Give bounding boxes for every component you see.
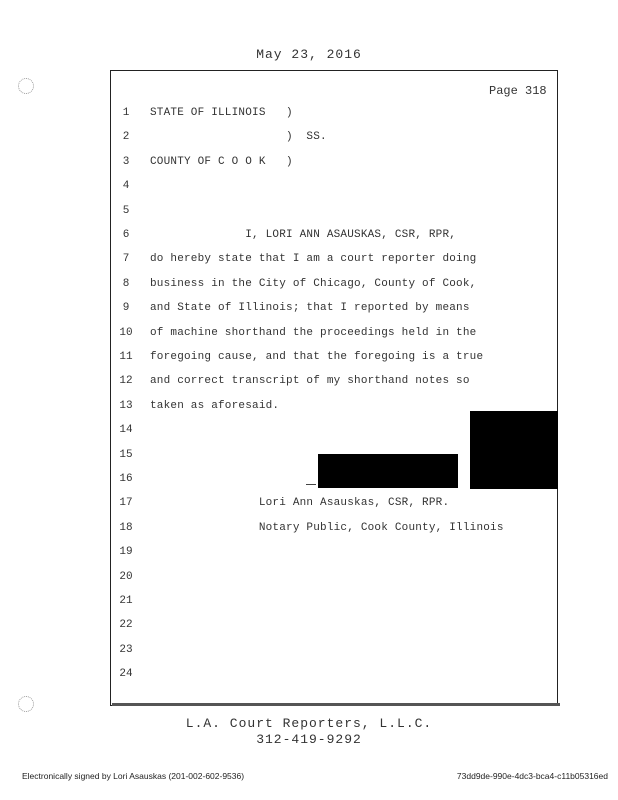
line-number: 10 bbox=[119, 327, 133, 339]
line-text: Lori Ann Asauskas, CSR, RPR. bbox=[150, 497, 450, 509]
line-text: business in the City of Chicago, County of Cook, bbox=[150, 278, 477, 290]
line-text: and State of Illinois; that I reported by means bbox=[150, 302, 470, 314]
line-text: STATE OF ILLINOIS ) bbox=[150, 107, 293, 119]
document-id: 73dd9de-990e-4dc3-bca4-c11b05316ed bbox=[456, 771, 608, 781]
line-number: 23 bbox=[119, 644, 133, 656]
frame-shadow bbox=[112, 703, 560, 706]
line-text: I, LORI ANN ASAUSKAS, CSR, RPR, bbox=[150, 229, 457, 241]
line-number: 19 bbox=[119, 546, 133, 558]
line-text: and correct transcript of my shorthand notes so bbox=[150, 375, 470, 387]
line-number: 17 bbox=[119, 497, 133, 509]
line-number: 9 bbox=[122, 302, 130, 314]
line-number: 15 bbox=[119, 449, 133, 461]
line-number: 4 bbox=[122, 180, 130, 192]
line-number: 16 bbox=[119, 473, 133, 485]
page-number: Page 318 bbox=[489, 84, 547, 98]
line-number: 20 bbox=[119, 571, 133, 583]
punch-hole-bottom bbox=[18, 696, 34, 712]
footer-company: L.A. Court Reporters, L.L.C. bbox=[185, 716, 433, 731]
line-text: COUNTY OF C O O K ) bbox=[150, 156, 293, 168]
line-number: 5 bbox=[122, 205, 130, 217]
footer-phone: 312-419-9292 bbox=[256, 732, 362, 747]
line-number: 11 bbox=[119, 351, 133, 363]
line-text: Notary Public, Cook County, Illinois bbox=[150, 522, 504, 534]
redaction-seal bbox=[470, 411, 558, 489]
line-number: 22 bbox=[119, 619, 133, 631]
line-number: 3 bbox=[122, 156, 130, 168]
line-number: 24 bbox=[119, 668, 133, 680]
line-number: 13 bbox=[119, 400, 133, 412]
esign-note: Electronically signed by Lori Asauskas (201-002-602-9536) bbox=[22, 771, 245, 781]
line-number: 8 bbox=[122, 278, 130, 290]
line-number: 12 bbox=[119, 375, 133, 387]
signature-line-mark bbox=[306, 484, 316, 485]
line-number: 7 bbox=[122, 253, 130, 265]
line-text: of machine shorthand the proceedings held in the bbox=[150, 327, 477, 339]
line-number: 1 bbox=[122, 107, 130, 119]
redaction-signature bbox=[318, 454, 458, 488]
line-number: 14 bbox=[119, 424, 133, 436]
line-text: foregoing cause, and that the foregoing is a true bbox=[150, 351, 484, 363]
line-number: 6 bbox=[122, 229, 130, 241]
header-date: May 23, 2016 bbox=[256, 47, 362, 62]
line-number: 2 bbox=[122, 131, 130, 143]
line-number: 21 bbox=[119, 595, 133, 607]
line-text: taken as aforesaid. bbox=[150, 400, 280, 412]
line-number: 18 bbox=[119, 522, 133, 534]
punch-hole-top bbox=[18, 78, 34, 94]
line-text: ) SS. bbox=[150, 131, 327, 143]
line-text: do hereby state that I am a court reporter doing bbox=[150, 253, 477, 265]
